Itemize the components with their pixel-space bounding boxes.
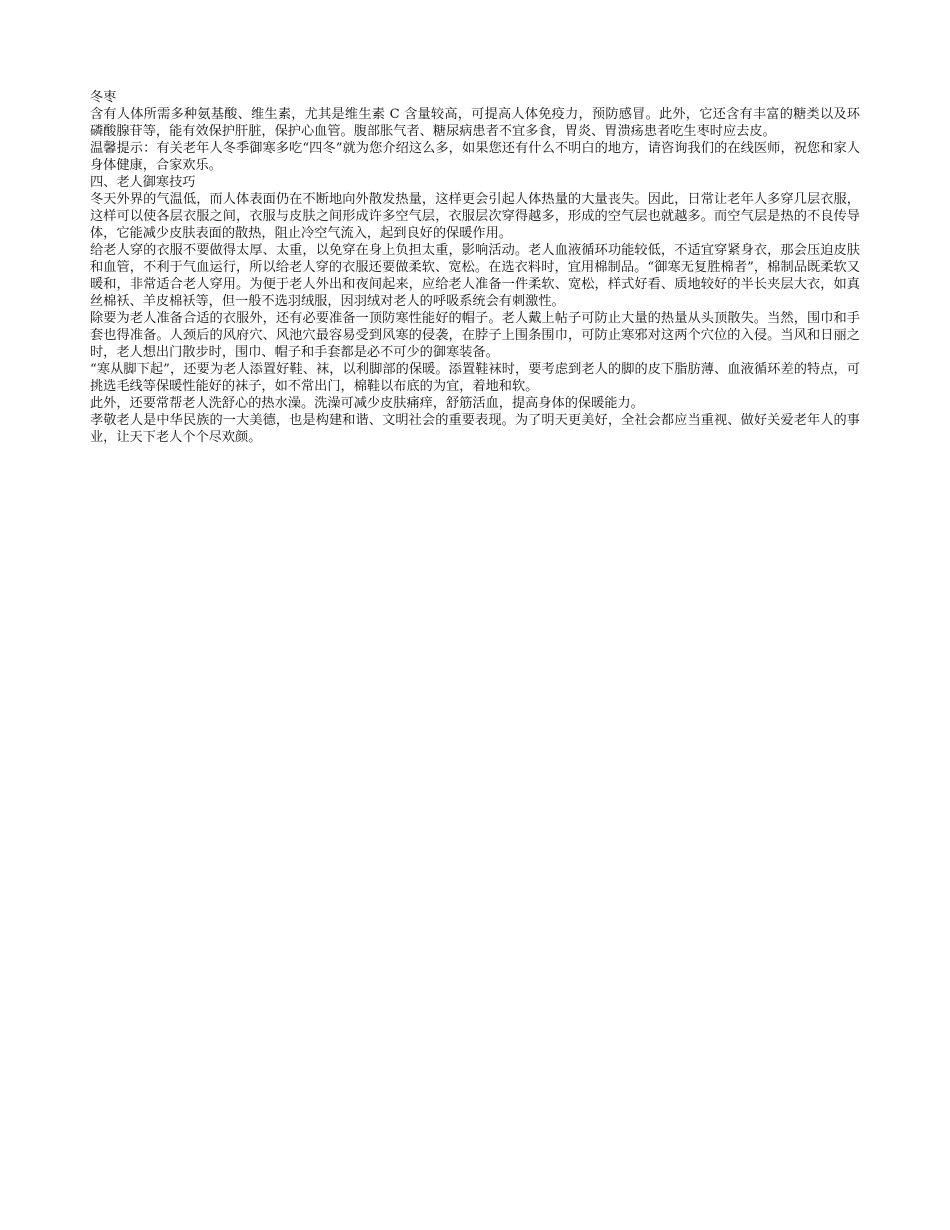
- paragraph-warm-tip: 温馨提示：有关老年人冬季御寒多吃“四冬”就为您介绍这么多，如果您还有什么不明白的地方，请咨询我们的在线医师，祝您和家人身体健康，合家欢乐。: [90, 141, 860, 173]
- section-heading-cold-tips: 四、老人御寒技巧: [90, 175, 196, 190]
- section-title-dongzao: 冬枣: [90, 90, 117, 105]
- document-body: [90, 89, 860, 446]
- paragraph-soft-clothing: 给老人穿的衣服不要做得太厚、太重，以免穿在身上负担太重，影响活动。老人血液循环功能较低，不适宜穿紧身衣，那会压迫皮肤和血管，不利于气血运行，所以给老人穿的衣服还要做柔软、宽松。在选衣料时，宜用棉制品。“御寒无复胜棉者”，棉制品既柔软又暖和，非常适合老人穿用。为便于老人外出和夜间起来，应给老人准备一件柔软、宽松，样式好看、质地较好的半长夹层大衣，如真丝棉袄、羊皮棉袄等，但一般不选羽绒服，因羽绒对老人的呼吸系统会有刺激性。: [90, 243, 860, 309]
- paragraph-hot-bath: 此外，还要常帮老人洗舒心的热水澡。洗澡可减少皮肤痛痒，舒筋活血，提高身体的保暖能力。: [90, 396, 644, 411]
- paragraph-shoes-socks: “寒从脚下起”，还要为老人添置好鞋、袜，以利脚部的保暖。添置鞋袜时，要考虑到老人的脚的皮下脂肪薄、血液循环差的特点，可挑选毛线等保暖性能好的袜子，如不常出门，棉鞋以布底的为宜，着地和软。: [90, 362, 860, 394]
- paragraph-dongzao-benefits: 含有人体所需多种氨基酸、维生素，尤其是维生素 C 含量较高，可提高人体免疫力，预防感冒。此外，它还含有丰富的糖类以及环磷酸腺苷等，能有效保护肝脏，保护心血管。腹部胀气者、糖尿病患者不宜多食，胃炎、胃溃疡患者吃生枣时应去皮。: [90, 107, 860, 139]
- paragraph-respect-elders: 孝敬老人是中华民族的一大美德，也是构建和谐、文明社会的重要表现。为了明天更美好，全社会都应当重视、做好关爱老年人的事业，让天下老人个个尽欢颜。: [90, 413, 860, 445]
- paragraph-layered-clothing: 冬天外界的气温低，而人体表面仍在不断地向外散发热量，这样更会引起人体热量的大量丧失。因此，日常让老年人多穿几层衣服，这样可以使各层衣服之间，衣服与皮肤之间形成许多空气层，衣服层次穿得越多，形成的空气层也就越多。而空气层是热的不良传导体，它能减少皮肤表面的散热，阻止冷空气流入，起到良好的保暖作用。: [90, 192, 860, 241]
- paragraph-hat-scarf: 除要为老人准备合适的衣服外，还有必要准备一顶防寒性能好的帽子。老人戴上帖子可防止大量的热量从头顶散失。当然，围巾和手套也得准备。人颈后的风府穴、风池穴最容易受到风寒的侵袭，在脖子上围条围巾，可防止寒邪对这两个穴位的入侵。当风和日丽之时，老人想出门散步时，围巾、帽子和手套都是必不可少的御寒装备。: [90, 311, 860, 360]
